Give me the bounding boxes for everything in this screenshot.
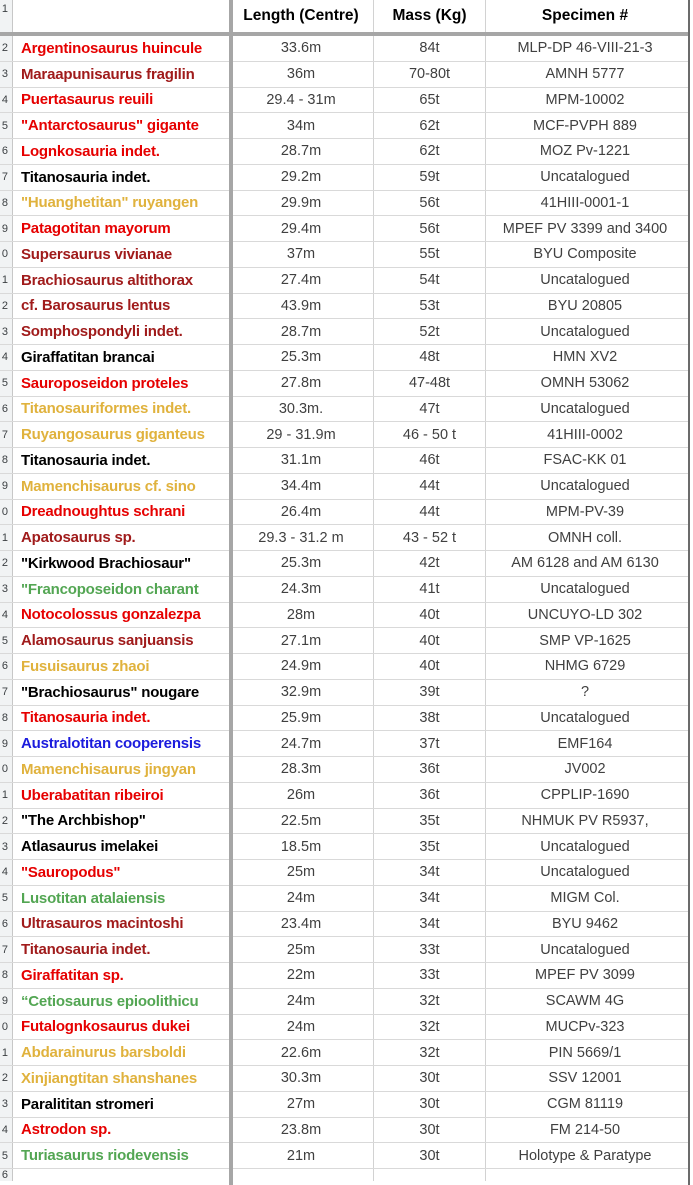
mass-cell[interactable]: 30t — [374, 1066, 486, 1091]
length-cell[interactable]: 27.8m — [229, 371, 374, 396]
specimen-cell[interactable]: BYU 9462 — [551, 915, 619, 932]
row-number-cell[interactable]: 6 — [0, 654, 13, 679]
row-number-cell[interactable]: 8 — [0, 706, 13, 731]
table-row — [0, 886, 688, 912]
table-row — [0, 809, 688, 835]
length-cell[interactable]: 25.9m — [229, 706, 374, 731]
row-number-cell[interactable]: 7 — [0, 937, 13, 962]
name-cell[interactable]: Somphospondyli indet. — [21, 323, 183, 341]
specimen-cell[interactable]: MIGM Col. — [550, 890, 620, 907]
specimen-cell[interactable]: CGM 81119 — [546, 1096, 624, 1113]
length-cell[interactable]: 24.7m — [229, 731, 374, 756]
specimen-cell[interactable]: CPPLIP-1690 — [540, 787, 630, 804]
length-cell[interactable]: 22.5m — [229, 809, 374, 834]
length-cell[interactable]: 28.7m — [229, 319, 374, 344]
row-number-cell[interactable]: 6 — [0, 397, 13, 422]
table-row — [0, 551, 688, 577]
row-number-cell[interactable]: 0 — [0, 242, 13, 267]
name-cell[interactable]: Titanosauria indet. — [21, 451, 151, 469]
name-cell[interactable]: Ultrasauros macintoshi — [21, 915, 184, 933]
specimen-cell[interactable]: PIN 5669/1 — [548, 1044, 622, 1061]
name-cell[interactable]: Giraffatitan sp. — [21, 966, 124, 984]
specimen-cell[interactable]: BYU 20805 — [547, 297, 623, 314]
specimen-cell[interactable]: Holotype & Paratype — [518, 1147, 652, 1164]
row-number-cell[interactable]: 3 — [0, 62, 13, 87]
name-cell[interactable]: Lusotitan atalaiensis — [21, 889, 166, 907]
specimen-cell[interactable]: MCF-PVPH 889 — [533, 117, 637, 134]
mass-cell[interactable]: 43 - 52 t — [374, 525, 486, 550]
mass-cell[interactable]: 55t — [374, 242, 486, 267]
mass-cell[interactable]: 84t — [374, 36, 486, 61]
row-number-cell[interactable]: 3 — [0, 834, 13, 859]
row-number-cell[interactable]: 2 — [0, 1066, 13, 1091]
table-row — [0, 62, 688, 88]
length-cell[interactable]: 28.3m — [229, 757, 374, 782]
row-number-cell[interactable]: 4 — [0, 345, 13, 370]
row-number-cell[interactable]: 5 — [0, 1143, 13, 1168]
specimen-cell[interactable]: Uncatalogued — [540, 864, 630, 881]
mass-cell[interactable]: 48t — [374, 345, 486, 370]
name-cell[interactable]: Turiasaurus riodevensis — [21, 1147, 189, 1165]
table-row — [0, 757, 688, 783]
name-cell[interactable]: Titanosauria indet. — [21, 168, 151, 186]
row-number-cell[interactable]: 1 — [0, 268, 13, 293]
length-cell[interactable]: 36m — [229, 62, 374, 87]
table-row — [0, 603, 688, 629]
mass-cell[interactable]: 30t — [374, 1143, 486, 1168]
mass-cell[interactable]: 62t — [374, 139, 486, 164]
table-row — [0, 36, 688, 62]
name-cell[interactable]: "Sauropodus" — [21, 863, 121, 881]
table-row — [0, 706, 688, 732]
length-cell[interactable]: 33.6m — [229, 36, 374, 61]
mass-cell[interactable]: 36t — [374, 757, 486, 782]
mass-cell[interactable]: 38t — [374, 706, 486, 731]
name-cell[interactable]: Dreadnoughtus schrani — [21, 503, 186, 521]
name-cell[interactable]: Apatosaurus sp. — [21, 529, 136, 547]
length-cell[interactable]: 26.4m — [229, 500, 374, 525]
row-number-cell[interactable]: 3 — [0, 1092, 13, 1117]
name-cell[interactable]: Lognkosauria indet. — [21, 142, 160, 160]
specimen-column-header[interactable]: Specimen # — [541, 7, 629, 24]
row-number-cell[interactable]: 2 — [0, 294, 13, 319]
mass-cell[interactable]: 40t — [374, 654, 486, 679]
length-cell[interactable]: 27m — [229, 1092, 374, 1117]
specimen-cell[interactable]: MPEF PV 3399 and 3400 — [502, 220, 668, 237]
table-row — [0, 577, 688, 603]
table-row — [0, 937, 688, 963]
row-number-cell[interactable]: 1 — [0, 783, 13, 808]
specimen-cell[interactable]: Uncatalogued — [540, 581, 630, 598]
table-row — [0, 1015, 688, 1041]
header-row — [0, 0, 688, 36]
name-cell[interactable]: Titanosauria indet. — [21, 941, 151, 959]
length-cell[interactable]: 24.3m — [229, 577, 374, 602]
table-row — [0, 165, 688, 191]
mass-cell[interactable]: 47t — [374, 397, 486, 422]
specimen-cell[interactable]: Uncatalogued — [540, 838, 630, 855]
row-number-cell[interactable]: 1 — [0, 0, 13, 32]
row-number-cell[interactable]: 8 — [0, 963, 13, 988]
name-cell[interactable]: Paralititan stromeri — [21, 1095, 154, 1113]
length-cell[interactable]: 25.3m — [229, 551, 374, 576]
mass-cell[interactable]: 65t — [374, 88, 486, 113]
name-cell[interactable]: "Antarctosaurus" gigante — [21, 117, 199, 135]
partial-table-row — [0, 1169, 688, 1181]
name-cell[interactable]: Abdarainurus barsboldi — [21, 1044, 186, 1062]
name-cell[interactable]: Sauroposeidon proteles — [21, 374, 189, 392]
name-cell[interactable]: Alamosaurus sanjuansis — [21, 632, 194, 650]
table-row — [0, 912, 688, 938]
row-number-cell[interactable]: 4 — [0, 603, 13, 628]
row-number-cell[interactable]: 7 — [0, 680, 13, 705]
length-cell[interactable]: 23.4m — [229, 912, 374, 937]
row-number-cell[interactable]: 2 — [0, 551, 13, 576]
row-number-cell[interactable]: 9 — [0, 731, 13, 756]
name-cell[interactable]: Mamenchisaurus jingyan — [21, 760, 196, 778]
name-cell[interactable]: Ruyangosaurus giganteus — [21, 426, 205, 444]
name-column-header[interactable] — [13, 0, 229, 32]
table-row — [0, 397, 688, 423]
specimen-cell[interactable]: OMNH 53062 — [540, 375, 630, 392]
mass-cell[interactable]: 46 - 50 t — [374, 422, 486, 447]
row-number-cell[interactable]: 2 — [0, 36, 13, 61]
length-cell[interactable]: 29 - 31.9m — [229, 422, 374, 447]
mass-cell[interactable]: 41t — [374, 577, 486, 602]
table-row — [0, 448, 688, 474]
table-row — [0, 371, 688, 397]
specimen-cell[interactable]: Uncatalogued — [540, 323, 630, 340]
length-cell[interactable]: 24m — [229, 886, 374, 911]
length-cell[interactable]: 29.3 - 31.2 m — [229, 525, 374, 550]
table-row — [0, 860, 688, 886]
table-row — [0, 422, 688, 448]
mass-cell[interactable]: 37t — [374, 731, 486, 756]
specimen-cell[interactable]: AMNH 5777 — [545, 66, 625, 83]
table-row — [0, 1066, 688, 1092]
length-cell[interactable]: 28.7m — [229, 139, 374, 164]
row-number-cell[interactable]: 9 — [0, 216, 13, 241]
table-row — [0, 1040, 688, 1066]
specimen-cell[interactable]: MOZ Pv-1221 — [539, 143, 631, 160]
row-number-cell[interactable]: 0 — [0, 500, 13, 525]
specimen-cell[interactable]: BYU Composite — [533, 246, 637, 263]
table-row — [0, 294, 688, 320]
row-number-cell[interactable]: 5 — [0, 371, 13, 396]
table-row — [0, 216, 688, 242]
mass-column-header[interactable]: Mass (Kg) — [374, 0, 486, 32]
name-cell[interactable]: Astrodon sp. — [21, 1121, 112, 1139]
name-cell[interactable]: Brachiosaurus altithorax — [21, 271, 193, 289]
mass-cell[interactable]: 40t — [374, 603, 486, 628]
specimen-cell[interactable]: ? — [580, 684, 590, 701]
name-cell[interactable]: Notocolossus gonzalezpa — [21, 606, 201, 624]
mass-cell[interactable]: 30t — [374, 1118, 486, 1143]
mass-cell[interactable]: 44t — [374, 474, 486, 499]
name-cell[interactable]: Maraapunisaurus fragilin — [21, 65, 195, 83]
specimen-cell[interactable]: OMNH coll. — [547, 529, 623, 546]
row-number-cell[interactable]: 8 — [0, 191, 13, 216]
mass-cell[interactable]: 33t — [374, 963, 486, 988]
mass-cell[interactable]: 70-80t — [374, 62, 486, 87]
specimen-cell[interactable]: UNCUYO-LD 302 — [527, 606, 643, 623]
table-row — [0, 1092, 688, 1118]
name-cell[interactable]: Giraffatitan brancai — [21, 348, 155, 366]
length-cell[interactable]: 18.5m — [229, 834, 374, 859]
length-cell[interactable]: 32.9m — [229, 680, 374, 705]
specimen-cell[interactable]: JV002 — [564, 761, 606, 778]
length-cell[interactable]: 24.9m — [229, 654, 374, 679]
length-cell[interactable]: 25m — [229, 937, 374, 962]
table-row — [0, 525, 688, 551]
length-cell[interactable]: 34m — [229, 113, 374, 138]
mass-cell[interactable]: 39t — [374, 680, 486, 705]
row-number-cell[interactable]: 5 — [0, 113, 13, 138]
specimen-cell[interactable]: Uncatalogued — [540, 709, 630, 726]
table-row — [0, 834, 688, 860]
row-number-cell[interactable]: 4 — [0, 88, 13, 113]
mass-cell[interactable]: 32t — [374, 989, 486, 1014]
mass-cell[interactable]: 34t — [374, 886, 486, 911]
table-row — [0, 191, 688, 217]
specimen-cell[interactable]: SSV 12001 — [548, 1070, 622, 1087]
name-cell[interactable]: Futalognkosaurus dukei — [21, 1018, 190, 1036]
mass-cell[interactable]: 42t — [374, 551, 486, 576]
row-number-cell[interactable]: 9 — [0, 474, 13, 499]
name-cell[interactable]: "Huanghetitan" ruyangen — [21, 194, 199, 212]
mass-cell[interactable]: 54t — [374, 268, 486, 293]
specimen-cell[interactable]: MPM-PV-39 — [545, 503, 625, 520]
length-cell[interactable]: 24m — [229, 989, 374, 1014]
mass-cell[interactable]: 33t — [374, 937, 486, 962]
specimen-cell[interactable]: NHMUK PV R5937, — [521, 812, 649, 829]
table-row — [0, 139, 688, 165]
name-cell[interactable]: Mamenchisaurus cf. sino — [21, 477, 196, 495]
mass-cell[interactable]: 35t — [374, 809, 486, 834]
length-cell[interactable]: 28m — [229, 603, 374, 628]
table-row — [0, 242, 688, 268]
name-cell[interactable]: "Francoposeidon charant — [21, 580, 199, 598]
specimen-cell[interactable]: Uncatalogued — [540, 941, 630, 958]
specimen-cell[interactable]: Uncatalogued — [540, 400, 630, 417]
row-number-cell[interactable]: 8 — [0, 448, 13, 473]
specimen-cell[interactable]: HMN XV2 — [552, 349, 618, 366]
name-cell[interactable]: Fusuisaurus zhaoi — [21, 657, 150, 675]
row-number-cell[interactable]: 3 — [0, 577, 13, 602]
table-body — [0, 36, 693, 1169]
length-cell[interactable]: 29.2m — [229, 165, 374, 190]
table-row — [0, 88, 688, 114]
table-row — [0, 319, 688, 345]
length-cell[interactable]: 23.8m — [229, 1118, 374, 1143]
length-cell[interactable]: 22m — [229, 963, 374, 988]
table-row — [0, 113, 688, 139]
mass-cell[interactable]: 34t — [374, 860, 486, 885]
length-cell[interactable]: 29.4 - 31m — [229, 88, 374, 113]
table-row — [0, 474, 688, 500]
specimen-cell[interactable]: Uncatalogued — [540, 169, 630, 186]
specimen-cell[interactable]: FM 214-50 — [549, 1121, 621, 1138]
length-cell[interactable]: 37m — [229, 242, 374, 267]
length-cell[interactable]: 27.4m — [229, 268, 374, 293]
frozen-column-divider — [229, 0, 233, 1185]
length-cell[interactable]: 21m — [229, 1143, 374, 1168]
specimen-cell[interactable]: Uncatalogued — [540, 478, 630, 495]
table-row — [0, 654, 688, 680]
specimen-cell[interactable]: AM 6128 and AM 6130 — [511, 555, 659, 572]
row-number-cell[interactable]: 6 — [0, 912, 13, 937]
specimen-cell[interactable]: MPM-10002 — [545, 91, 625, 108]
specimen-cell[interactable]: MLP-DP 46-VIII-21-3 — [517, 40, 653, 57]
name-cell[interactable]: Argentinosaurus huincule — [21, 39, 203, 57]
mass-cell[interactable]: 47-48t — [374, 371, 486, 396]
table-row — [0, 1118, 688, 1144]
name-cell[interactable]: Atlasaurus imelakei — [21, 838, 159, 856]
row-number-cell[interactable]: 7 — [0, 165, 13, 190]
name-cell[interactable] — [13, 1169, 229, 1181]
length-cell[interactable]: 25.3m — [229, 345, 374, 370]
name-cell[interactable]: cf. Barosaurus lentus — [21, 297, 171, 315]
table-row — [0, 628, 688, 654]
table-row — [0, 345, 688, 371]
length-cell[interactable]: 31.1m — [229, 448, 374, 473]
table-row — [0, 268, 688, 294]
specimen-cell[interactable]: NHMG 6729 — [544, 658, 626, 675]
row-number-cell[interactable]: 4 — [0, 1118, 13, 1143]
specimen-cell[interactable]: SMP VP-1625 — [539, 632, 631, 649]
mass-cell[interactable]: 34t — [374, 912, 486, 937]
mass-cell[interactable]: 46t — [374, 448, 486, 473]
name-cell[interactable]: Uberabatitan ribeiroi — [21, 786, 164, 804]
row-number-cell[interactable]: 5 — [0, 628, 13, 653]
mass-cell[interactable]: 56t — [374, 216, 486, 241]
mass-cell[interactable]: 36t — [374, 783, 486, 808]
specimen-cell[interactable]: 41HIII-0001-1 — [540, 194, 630, 211]
name-cell[interactable]: Xinjiangtitan shanshanes — [21, 1069, 198, 1087]
mass-cell[interactable]: 35t — [374, 834, 486, 859]
specimen-cell[interactable]: SCAWM 4G — [545, 993, 625, 1010]
length-cell[interactable]: 24m — [229, 1015, 374, 1040]
specimen-cell[interactable]: MPEF PV 3099 — [535, 967, 635, 984]
row-number-cell[interactable]: 9 — [0, 989, 13, 1014]
mass-cell[interactable]: 32t — [374, 1040, 486, 1065]
table-row — [0, 731, 688, 757]
table-row — [0, 963, 688, 989]
row-number-cell[interactable]: 2 — [0, 809, 13, 834]
mass-cell[interactable]: 62t — [374, 113, 486, 138]
row-number-cell[interactable]: 5 — [0, 886, 13, 911]
row-number-cell[interactable]: 3 — [0, 319, 13, 344]
name-cell[interactable]: Titanosauria indet. — [21, 709, 151, 727]
mass-cell[interactable]: 59t — [374, 165, 486, 190]
row-number-cell[interactable]: 1 — [0, 1040, 13, 1065]
table-row — [0, 1143, 688, 1169]
mass-cell[interactable]: 53t — [374, 294, 486, 319]
name-cell[interactable]: Puertasaurus reuili — [21, 91, 154, 109]
mass-cell[interactable]: 56t — [374, 191, 486, 216]
row-number-cell[interactable]: 6 — [0, 139, 13, 164]
length-cell[interactable]: 29.4m — [229, 216, 374, 241]
mass-cell[interactable] — [374, 1169, 486, 1181]
row-number-cell[interactable]: 0 — [0, 1015, 13, 1040]
name-cell[interactable]: "Brachiosaurus" nougare — [21, 683, 200, 701]
name-cell[interactable]: Patagotitan mayorum — [21, 220, 171, 238]
specimen-cell[interactable] — [486, 1169, 684, 1181]
length-cell[interactable]: 43.9m — [229, 294, 374, 319]
length-cell[interactable]: 34.4m — [229, 474, 374, 499]
length-cell[interactable]: 22.6m — [229, 1040, 374, 1065]
row-number-cell[interactable]: 4 — [0, 860, 13, 885]
row-number-cell[interactable]: 7 — [0, 422, 13, 447]
specimen-cell[interactable]: 41HIII-0002 — [547, 426, 623, 443]
table-row — [0, 680, 688, 706]
length-cell[interactable]: 25m — [229, 860, 374, 885]
mass-cell[interactable]: 40t — [374, 628, 486, 653]
table-row — [0, 783, 688, 809]
row-number-cell[interactable]: 6 — [0, 1169, 13, 1181]
length-cell[interactable] — [229, 1169, 374, 1181]
specimen-cell[interactable]: Uncatalogued — [540, 272, 630, 289]
length-cell[interactable]: 26m — [229, 783, 374, 808]
specimen-cell[interactable]: MUCPv-323 — [545, 1018, 625, 1035]
mass-cell[interactable]: 52t — [374, 319, 486, 344]
name-cell[interactable]: Australotitan cooperensis — [21, 735, 202, 753]
mass-cell[interactable]: 32t — [374, 1015, 486, 1040]
table-right-border — [688, 0, 690, 1185]
length-cell[interactable]: 29.9m — [229, 191, 374, 216]
specimen-cell[interactable]: FSAC-KK 01 — [543, 452, 627, 469]
mass-cell[interactable]: 44t — [374, 500, 486, 525]
row-number-cell[interactable]: 0 — [0, 757, 13, 782]
length-column-header[interactable]: Length (Centre) — [229, 0, 374, 32]
name-cell[interactable]: Supersaurus vivianae — [21, 245, 173, 263]
name-cell[interactable]: "Kirkwood Brachiosaur" — [21, 554, 191, 572]
table-row — [0, 500, 688, 526]
name-cell[interactable]: “Cetiosaurus epioolithicu — [21, 992, 199, 1010]
length-cell[interactable]: 27.1m — [229, 628, 374, 653]
specimen-cell[interactable]: EMF164 — [557, 735, 613, 752]
length-cell[interactable]: 30.3m. — [229, 397, 374, 422]
name-cell[interactable]: "The Archbishop" — [21, 812, 146, 830]
length-cell[interactable]: 30.3m — [229, 1066, 374, 1091]
row-number-cell[interactable]: 1 — [0, 525, 13, 550]
name-cell[interactable]: Titanosauriformes indet. — [21, 400, 191, 418]
table-row — [0, 989, 688, 1015]
mass-cell[interactable]: 30t — [374, 1092, 486, 1117]
